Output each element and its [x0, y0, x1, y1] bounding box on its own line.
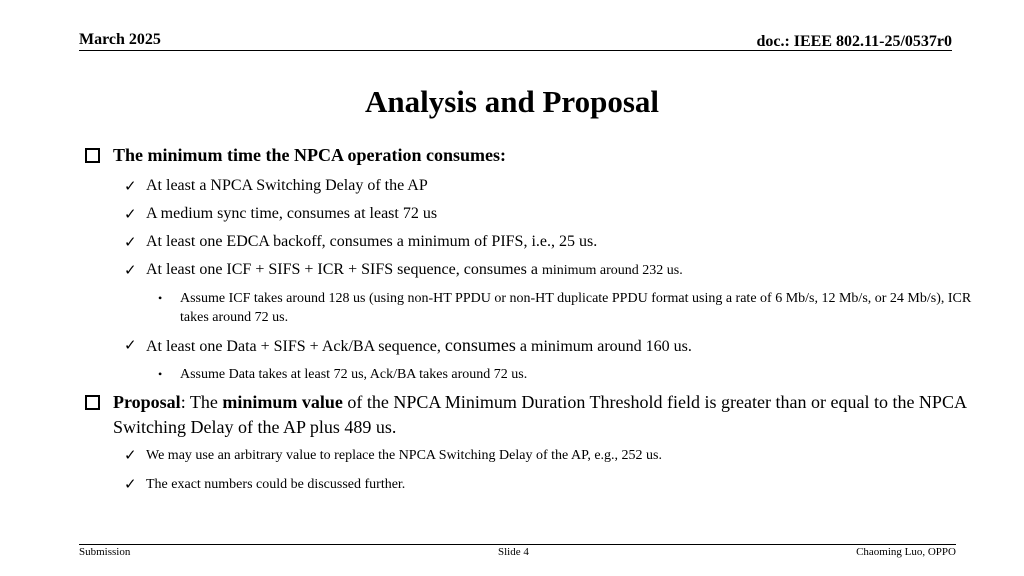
- list-item-text: We may use an arbitrary value to replace the NPCA Switching Delay of the AP, e.g., 252 us.: [146, 448, 662, 463]
- proposal-text: : The: [180, 392, 223, 412]
- checkmark-icon: ✓: [124, 261, 137, 279]
- slide-title: Analysis and Proposal: [364, 84, 659, 119]
- list-item: [80, 260, 980, 281]
- section1-bullet: [80, 143, 980, 168]
- list-item-text: a minimum around 160 us.: [515, 338, 692, 355]
- proposal-text: of the NPCA Minimum Duration Threshold field is greater than or equal to the NPCA Switching Delay of the AP plus 489 us.: [113, 392, 966, 437]
- list-item-text-large: consumes: [444, 335, 516, 355]
- list-item-text: A medium sync time, consumes at least 72 us: [146, 205, 438, 222]
- bullet-dot-icon: •: [158, 367, 163, 381]
- checkmark-icon: ✓: [124, 475, 137, 493]
- list-item: [80, 335, 980, 357]
- sub-list-item-text: Assume ICF takes around 128 us (using non-HT PPDU or non-HT duplicate PPDU format using a rate of 6 Mb/s, 12 Mb/s, or 24 Mb/s), ICR takes around 72 us.: [180, 291, 972, 325]
- list-item-text-small: minimum around 232 us.: [541, 263, 683, 278]
- list-item: [80, 445, 980, 466]
- square-bullet-icon: [85, 148, 100, 163]
- section1-heading: The minimum time the NPCA operation consumes:: [113, 145, 506, 165]
- header-divider: [79, 50, 952, 51]
- proposal-emphasis: minimum value: [222, 392, 343, 412]
- list-item-text: At least one Data + SIFS + Ack/BA sequence,: [146, 338, 445, 355]
- list-item-text: The exact numbers could be discussed further.: [146, 477, 406, 492]
- header-date: March 2025: [79, 31, 161, 48]
- sub-list-item: [80, 365, 980, 384]
- bullet-dot-icon: •: [158, 291, 163, 305]
- proposal-label: Proposal: [113, 392, 181, 412]
- sub-list-item: [80, 289, 980, 327]
- footer-slide-number: Slide 4: [498, 546, 529, 558]
- footer-divider: [79, 544, 956, 545]
- footer-submission: Submission: [79, 546, 131, 558]
- list-item: [80, 204, 980, 224]
- checkmark-icon: ✓: [124, 177, 137, 195]
- checkmark-icon: ✓: [124, 205, 137, 223]
- list-item: [80, 232, 980, 252]
- checkmark-icon: ✓: [124, 446, 137, 464]
- section2-bullet: [80, 390, 980, 440]
- checkmark-icon: ✓: [124, 233, 137, 251]
- list-item-text: At least one EDCA backoff, consumes a minimum of PIFS, i.e., 25 us.: [146, 233, 598, 250]
- list-item: [80, 176, 980, 196]
- checkmark-icon: ✓: [124, 336, 137, 354]
- list-item-text: At least a NPCA Switching Delay of the AP: [146, 177, 428, 194]
- list-item-text: At least one ICF + SIFS + ICR + SIFS sequence, consumes a: [146, 261, 542, 278]
- slide-body: [80, 143, 980, 495]
- list-item: [80, 474, 980, 495]
- sub-list-item-text: Assume Data takes at least 72 us, Ack/BA takes around 72 us.: [180, 367, 528, 382]
- footer-author: Chaoming Luo, OPPO: [856, 546, 956, 558]
- header-doc-id: doc.: IEEE 802.11-25/0537r0: [756, 33, 952, 50]
- square-bullet-icon: [85, 395, 100, 410]
